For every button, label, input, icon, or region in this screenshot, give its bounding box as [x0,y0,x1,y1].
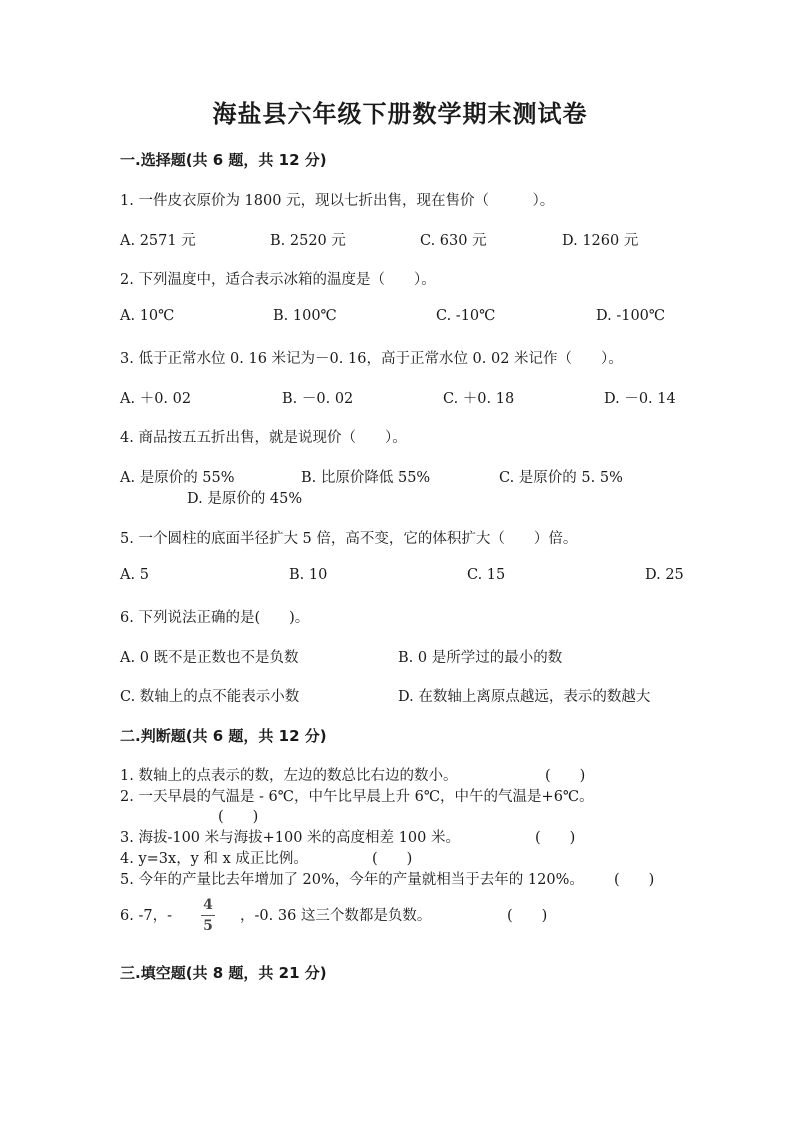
q3-option-a: A. ＋0. 02 [120,391,192,407]
question-4: 4. 商品按五五折出售，就是说现价（ ）。 [120,430,407,446]
q1-option-c: C. 630 元 [420,233,487,249]
q1-option-d: D. 1260 元 [562,233,639,249]
q4-option-c: C. 是原价的 5. 5% [499,470,623,486]
judge-item-3: 3. 海拔-100 米与海拔+100 米的高度相差 100 米。 [120,830,460,846]
q3-option-d: D. －0. 14 [604,391,676,407]
fraction-four-fifths [201,896,215,935]
page-title: 海盐县六年级下册数学期末测试卷 [212,99,588,128]
q1-option-b: B. 2520 元 [270,233,346,249]
q1-option-a: A. 2571 元 [120,233,196,249]
q3-option-b: B. －0. 02 [282,391,354,407]
judge-item-5-paren: ( ) [614,872,655,888]
judge-item-4-paren: ( ) [372,851,413,867]
judge-item-2-paren: ( ) [218,809,259,825]
q5-option-a: A. 5 [120,567,149,583]
question-2: 2. 下列温度中，适合表示冰箱的温度是（ ）。 [120,272,436,288]
q5-option-d: D. 25 [645,567,684,583]
q6-option-d: D. 在数轴上离原点越远，表示的数越大 [398,689,651,705]
q2-option-d: D. -100℃ [596,308,666,324]
q6-option-a: A. 0 既不是正数也不是负数 [120,650,299,666]
q6-option-c: C. 数轴上的点不能表示小数 [120,689,300,705]
q5-option-b: B. 10 [289,567,328,583]
q4-option-d: D. 是原价的 45% [187,491,303,507]
judge-item-6-paren: ( ) [507,908,548,924]
judge-item-1: 1. 数轴上的点表示的数，左边的数总比右边的数小。 [120,768,458,784]
q4-option-b: B. 比原价降低 55% [301,470,431,486]
fraction-bar [201,915,215,916]
question-3: 3. 低于正常水位 0. 16 米记为－0. 16，高于正常水位 0. 02 米记作（ ）。 [120,351,623,367]
q6-option-b: B. 0 是所学过的最小的数 [398,650,563,666]
judge-item-1-paren: ( ) [545,768,586,784]
section-heading-judge: 二.判断题(共 6 题，共 12 分) [120,727,327,745]
judge-item-2: 2. 一天早晨的气温是 - 6℃，中午比早晨上升 6℃，中午的气温是+6℃。 [120,789,594,805]
q2-option-c: C. -10℃ [436,308,496,324]
q3-option-c: C. ＋0. 18 [443,391,515,407]
section-heading-choice: 一.选择题(共 6 题，共 12 分) [120,151,327,169]
judge-item-3-paren: ( ) [535,830,576,846]
judge-item-5: 5. 今年的产量比去年增加了 20%，今年的产量就相当于去年的 120%。 [120,872,584,888]
question-5: 5. 一个圆柱的底面半径扩大 5 倍，高不变，它的体积扩大（ ）倍。 [120,531,578,547]
question-1: 1. 一件皮衣原价为 1800 元，现以七折出售，现在售价（ ）。 [120,193,555,209]
judge-item-6-part-a: 6. -7，- [120,908,172,924]
q5-option-c: C. 15 [467,567,506,583]
question-6: 6. 下列说法正确的是( )。 [120,610,310,626]
judge-item-4: 4. y=3x，y 和 x 成正比例。 [120,851,308,867]
q4-option-a: A. 是原价的 55% [120,470,235,486]
section-heading-fill: 三.填空题(共 8 题，共 21 分) [120,964,327,982]
fraction-denominator: 5 [203,918,213,934]
q2-option-b: B. 100℃ [273,308,337,324]
q2-option-a: A. 10℃ [120,308,175,324]
fraction-numerator: 4 [203,897,213,913]
judge-item-6-part-b: ，-0. 36 这三个数都是负数。 [240,908,432,924]
